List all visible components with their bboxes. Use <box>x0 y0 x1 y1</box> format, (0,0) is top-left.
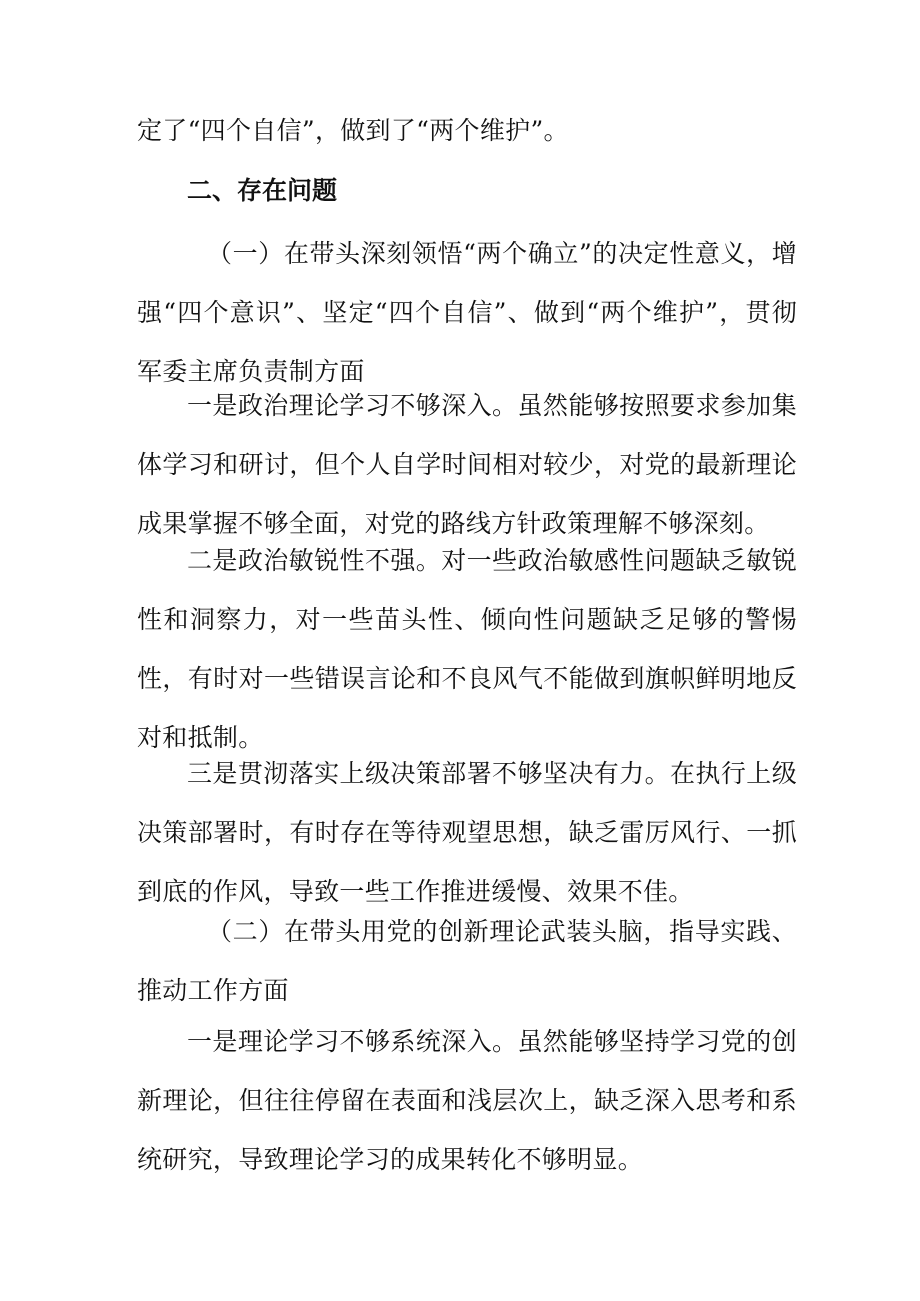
paragraph-1-2: 二是政治敏锐性不强。对一些政治敏感性问题缺乏敏锐性和洞察力，对一些苗头性、倾向性问题缺乏足够的警惕性，有时对一些错误言论和不良风气不能做到旗帜鲜明地反对和抵制。 <box>137 546 797 752</box>
paragraph-2-1: 一是理论学习不够系统深入。虽然能够坚持学习党的创新理论，但往往停留在表面和浅层次上，缺乏深入思考和系统研究，导致理论学习的成果转化不够明显。 <box>137 1027 797 1174</box>
subsection-heading-2: （二）在带头用党的创新理论武装头脑，指导实践、推动工作方面 <box>137 917 797 1005</box>
paragraph-continuation: 定了“四个自信”，做到了“两个维护”。 <box>137 116 569 145</box>
paragraph-1-1: 一是政治理论学习不够深入。虽然能够按照要求参加集体学习和研讨，但个人自学时间相对较少，对党的最新理论成果掌握不够全面，对党的路线方针政策理解不够深刻。 <box>137 391 797 538</box>
subsection-heading-1: （一）在带头深刻领悟“两个确立”的决定性意义，增强“四个意识”、坚定“四个自信”、做到“两个维护”，贯彻军委主席负责制方面 <box>137 239 797 386</box>
section-heading-problems: 二、存在问题 <box>187 176 338 205</box>
paragraph-1-3: 三是贯沏落实上级决策部署不够坚决有力。在执行上级决策部署时，有时存在等待观望思想，缺乏雷厉风行、一抓到底的作风，导致一些工作推进缓慢、效果不佳。 <box>137 759 797 906</box>
